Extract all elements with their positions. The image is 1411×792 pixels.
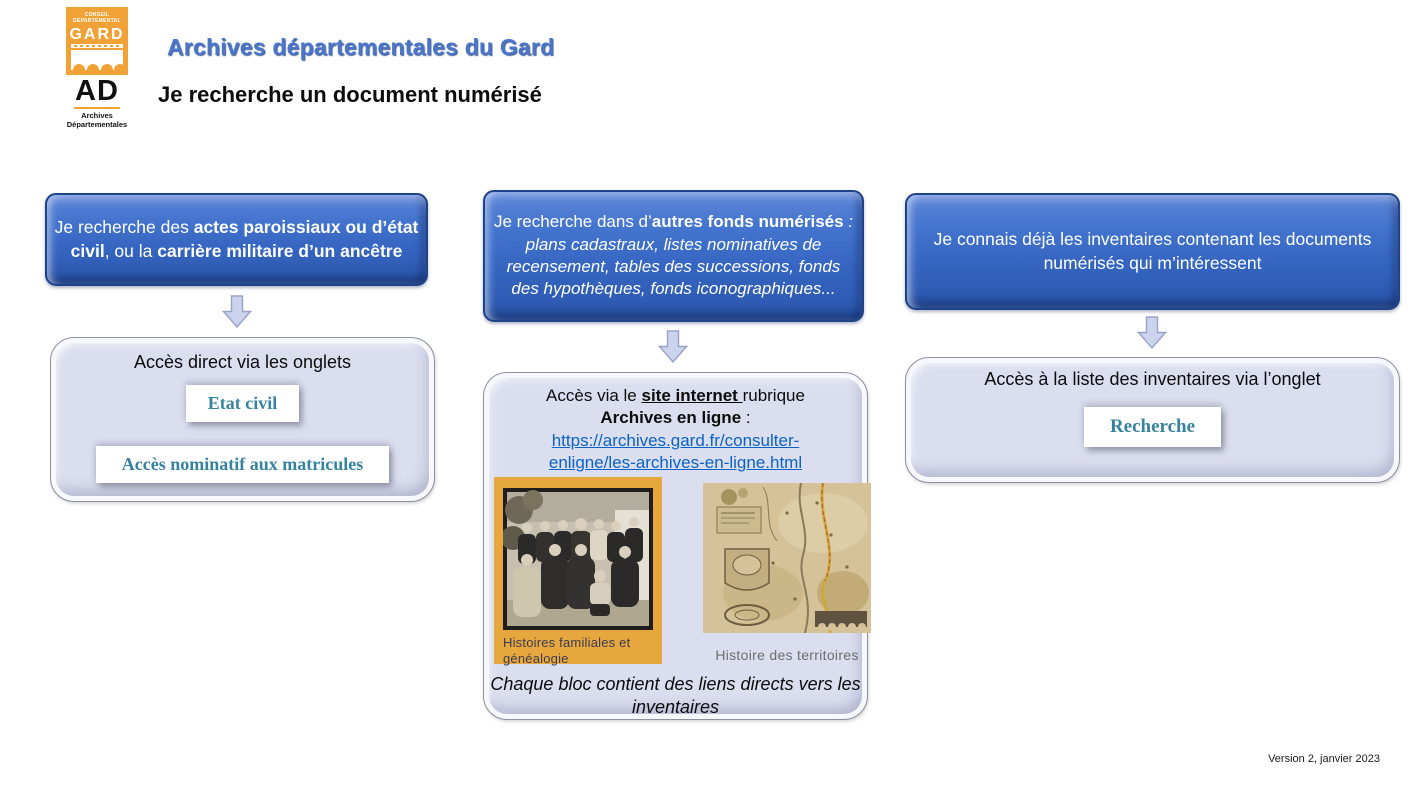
question-segment-bold: actes paroissiaux ou d’état civil <box>70 217 419 261</box>
family-history-block[interactable] <box>494 477 662 667</box>
aqueduct-icon <box>70 44 124 70</box>
logo-caption-line2: Départementales <box>66 120 128 130</box>
logo-ad-initials: AD <box>75 75 119 107</box>
map-caption: Histoire des territoires <box>715 647 859 663</box>
answer-box-inventory-list <box>905 357 1400 483</box>
question-segment: , ou la <box>104 240 158 261</box>
question-text <box>491 211 856 301</box>
question-box-other-funds <box>483 190 864 322</box>
tab-recherche[interactable]: Recherche <box>1084 407 1221 447</box>
question-text <box>53 216 420 262</box>
logo-orange-tile <box>66 7 128 75</box>
access-segment-bold: Archives en ligne <box>600 408 742 428</box>
logo-conseil-text <box>73 12 121 25</box>
question-segment-bold: carrière militaire d’un ancêtre <box>157 240 403 261</box>
down-arrow-icon <box>222 295 252 328</box>
logo-gard-text: GARD <box>69 25 125 43</box>
version-text: Version 2, janvier 2023 <box>1268 753 1380 765</box>
logo-caption-line1: Archives <box>81 111 113 121</box>
link-line: https://archives.gard.fr/consulter- <box>551 430 800 450</box>
answer-heading: Accès direct via les onglets <box>133 352 352 372</box>
answer-box-tabs-access <box>50 337 435 502</box>
question-segment-bold: autres fonds numérisés <box>651 212 844 232</box>
tab-etat-civil[interactable]: Etat civil <box>186 385 300 422</box>
question-segment-italic: : plans cadastraux, listes nominatives de recensement, tables des successions, fonds des hypothèques, fonds iconographiques... <box>506 212 854 299</box>
question-segment: Je recherche dans d’ <box>493 212 652 232</box>
access-segment: : <box>741 408 751 428</box>
note-text: Chaque bloc contient des liens directs vers les inventaires <box>490 674 861 717</box>
page-subtitle: Je recherche un document numérisé <box>158 82 542 107</box>
down-arrow-icon <box>1137 316 1167 349</box>
question-text: Je connais déjà les inventaires contenant les documents numérisés qui m’intéressent <box>933 229 1372 273</box>
family-photo-thumbnail <box>503 488 653 630</box>
access-segment: rubrique <box>742 386 805 405</box>
website-blocks <box>493 477 860 667</box>
answer-heading: Accès à la liste des inventaires via l’onglet <box>984 369 1321 389</box>
family-photo-caption: Histoires familiales et généalogie <box>503 635 631 667</box>
logo-conseil-line1: CONSEIL <box>84 12 110 18</box>
logo-conseil-line2: DÉPARTEMENTAL <box>73 18 121 25</box>
tab-row <box>51 373 434 422</box>
down-arrow-icon <box>658 330 688 363</box>
question-segment: Je recherche des <box>54 217 194 238</box>
logo <box>65 7 129 129</box>
answer-box-website-access <box>483 372 868 720</box>
logo-divider <box>74 107 120 109</box>
access-segment: Accès via le <box>546 386 642 405</box>
question-box-known-inventories <box>905 193 1400 310</box>
old-map-thumbnail <box>703 483 871 633</box>
link-line: enligne/les-archives-en-ligne.html <box>548 453 803 473</box>
tab-row <box>51 422 434 483</box>
tab-acces-nominatif-matricules[interactable]: Accès nominatif aux matricules <box>96 446 389 483</box>
question-box-parish-records <box>45 193 428 286</box>
access-instructions <box>484 385 867 475</box>
access-segment-bold-underline: site internet <box>641 386 743 405</box>
logo-caption <box>65 111 129 129</box>
tab-row <box>906 390 1399 447</box>
page-title: Archives départementales du Gard <box>167 34 555 60</box>
archives-en-ligne-link[interactable] <box>484 430 867 475</box>
